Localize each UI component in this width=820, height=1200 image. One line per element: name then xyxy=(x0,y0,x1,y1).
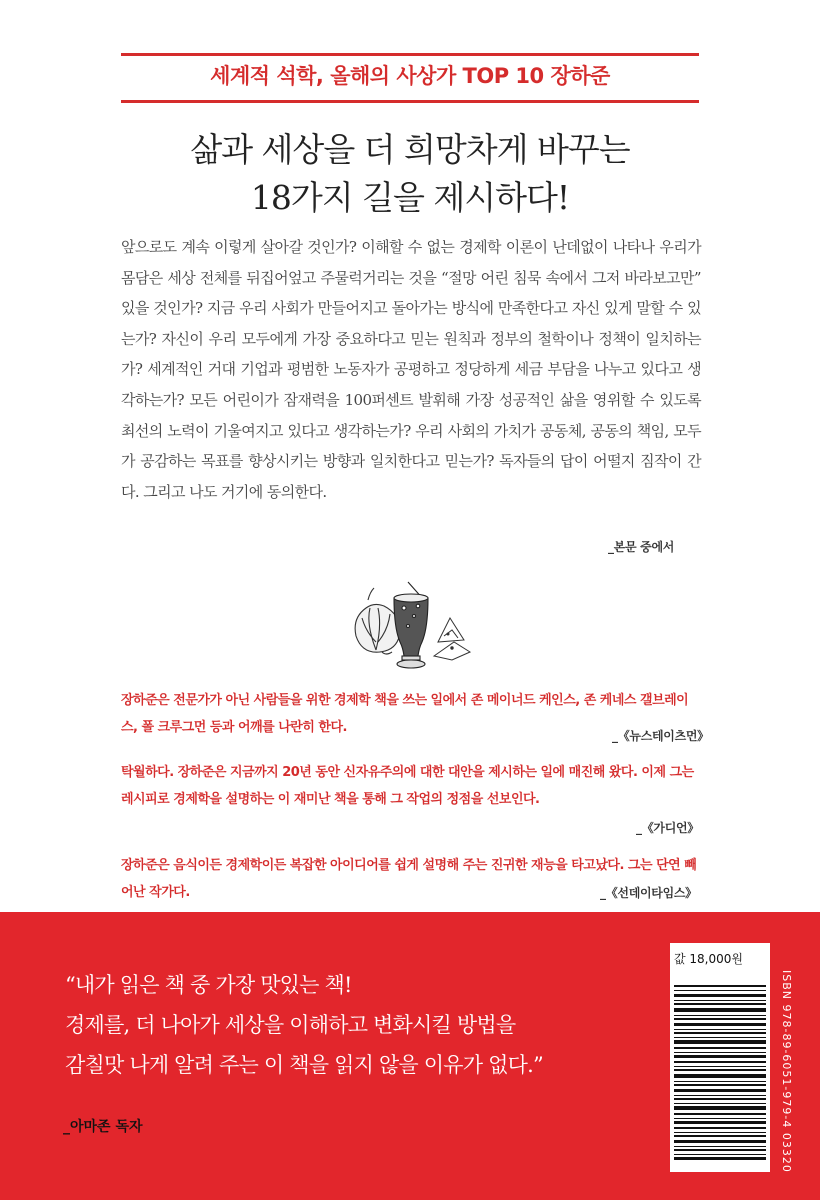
tagline-rule xyxy=(121,100,699,103)
review-1-source: _《뉴스테이츠먼》 xyxy=(612,729,709,743)
headline-line-2: 18가지 길을 제시하다! xyxy=(250,178,570,217)
review-2-source: _《가디언》 xyxy=(636,821,699,835)
top-rule xyxy=(121,53,699,56)
review-3-source: _《선데이타임스》 xyxy=(600,886,697,900)
reader-quote xyxy=(65,965,625,1085)
isbn-number: ISBN 978-89-6051-979-4 03320 xyxy=(780,970,793,1173)
quote-source: _아마존 독자 xyxy=(63,1119,143,1135)
crisps-icon xyxy=(434,618,470,660)
excerpt-text: 앞으로도 계속 이렇게 살아갈 것인가? 이해할 수 없는 경제학 이론이 난데없이 나타나 우리가 몸담은 세상 전체를 뒤집어엎고 주물럭거리는 것을 “절망 어린 침묵 속에서 그저 바라보고만” 있을 것인가? 지금 우리 사회가 만들어지고 돌아가는 방식에 만족한다고 자신 있게 말할 수 있는가? 자신이 우리 모두에게 가장 중요하다고 믿는 원칙과 정부의 철학이나 정책이 일치하는가? 세계적인 거대 기업과 평범한 노동자가 공평하고 정당하게 세금 부담을 나누고 있다고 생각하는가? 모든 어린이가 잠재력을 100퍼센트 발휘해 가장 성공적인 삶을 영위할 수 있도록 최선의 노력이 기울여지고 있다고 생각하는가? 우리 사회의 가치가 공동체, 공동의 책임, 모두가 공감하는 목표를 향상시키는 방향과 일치한다고 믿는가? 독자들의 답이 어떨지 짐작이 간다. 그리고 나도 거기에 동의한다. xyxy=(121,238,701,501)
quote-line-3: 감칠맛 나게 알려 주는 이 책을 읽지 않을 이유가 없다.” xyxy=(65,1053,543,1077)
price-label: 값 18,000원 xyxy=(674,952,743,966)
review-1: 장하준은 전문가가 아닌 사람들을 위한 경제학 책을 쓰는 일에서 존 메이너드 케인스, 존 케네스 갤브레이스, 폴 크루그먼 등과 어깨를 나란히 한다. xyxy=(121,693,689,735)
quote-line-2: 경제를, 더 나아가 세상을 이해하고 변화시킬 방법을 xyxy=(65,1013,516,1037)
review-3: 장하준은 음식이든 경제학이든 복잡한 아이디어를 쉽게 설명해 주는 진귀한 재능을 타고났다. 그는 단연 빼어난 작가다. xyxy=(121,858,697,900)
barcode-icon xyxy=(670,943,770,1172)
excerpt-source: _본문 중에서 xyxy=(608,540,675,554)
barcode-panel xyxy=(670,943,770,1172)
cola-glass-icon xyxy=(394,582,428,668)
food-illustration xyxy=(348,578,472,670)
headline xyxy=(100,126,720,222)
quote-line-1: “내가 읽은 책 중 가장 맛있는 책! xyxy=(65,973,352,997)
headline-line-1: 삶과 세상을 더 희망차게 바꾸는 xyxy=(190,130,630,169)
top-tagline: 세계적 석학, 올해의 사상가 TOP 10 장하준 xyxy=(210,64,610,88)
review-2: 탁월하다. 장하준은 지금까지 20년 동안 신자유주의에 대한 대안을 제시하는 일에 매진해 왔다. 이제 그는 레시피로 경제학을 설명하는 이 재미난 책을 통해 그 작업의 정점을 선보인다. xyxy=(121,765,694,807)
garlic-icon xyxy=(355,588,400,654)
